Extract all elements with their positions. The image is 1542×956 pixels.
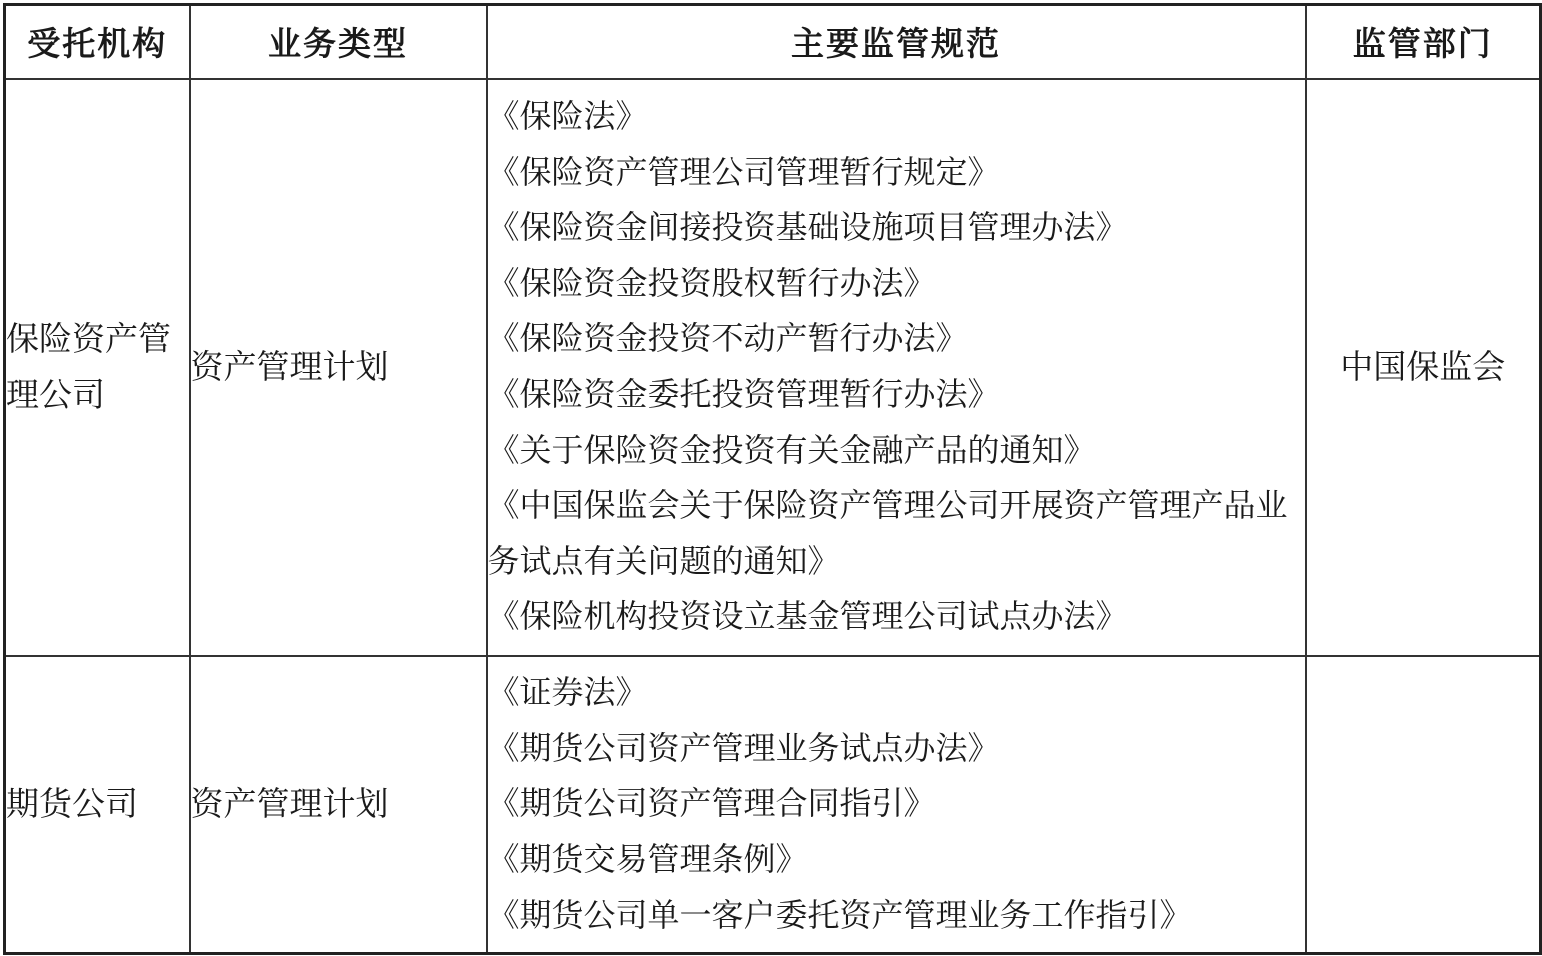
header-row bbox=[5, 5, 1541, 79]
regulation-item: 《期货公司资产管理合同指引》 bbox=[487, 784, 936, 823]
business-type-cell: 资产管理计划 bbox=[190, 79, 487, 656]
table-row bbox=[5, 656, 1541, 954]
regulator-cell: 中国保监会 bbox=[1306, 79, 1541, 656]
institution-cell: 保险资产管理公司 bbox=[5, 79, 190, 656]
regulation-item: 《保险资金投资股权暂行办法》 bbox=[487, 263, 936, 302]
regulation-item: 《期货交易管理条例》 bbox=[487, 840, 808, 879]
header-regulations: 主要监管规范 bbox=[487, 5, 1306, 79]
regulation-item: 《关于保险资金投资有关金融产品的通知》 bbox=[487, 430, 1096, 469]
regulation-item: 《保险机构投资设立基金管理公司试点办法》 bbox=[487, 597, 1128, 636]
regulation-item: 《保险资金间接投资基础设施项目管理办法》 bbox=[487, 208, 1128, 247]
regulation-item: 《保险法》 bbox=[487, 97, 648, 136]
regulation-table bbox=[3, 3, 1542, 955]
header-institution: 受托机构 bbox=[5, 5, 190, 79]
regulator-cell bbox=[1306, 656, 1541, 954]
regulation-item: 《保险资金委托投资管理暂行办法》 bbox=[487, 375, 1000, 413]
regulation-item: 《保险资金投资不动产暂行办法》 bbox=[487, 319, 968, 358]
header-regulator: 监管部门 bbox=[1306, 5, 1541, 79]
regulation-item: 《保险资产管理公司管理暂行规定》 bbox=[487, 152, 1000, 191]
regulations-cell bbox=[487, 656, 1306, 954]
business-type-cell: 资产管理计划 bbox=[190, 656, 487, 954]
institution-cell: 期货公司 bbox=[5, 656, 190, 954]
regulation-item: 《期货公司资产管理业务试点办法》 bbox=[487, 728, 1000, 767]
regulation-item: 《证券法》 bbox=[487, 673, 648, 712]
regulation-item: 《期货公司单一客户委托资产管理业务工作指引》 bbox=[487, 895, 1192, 934]
regulation-item: 《中国保监会关于保险资产管理公司开展资产管理产品业务试点有关问题的通知》 bbox=[487, 486, 1288, 580]
regulations-cell bbox=[487, 79, 1306, 656]
header-business-type: 业务类型 bbox=[190, 5, 487, 79]
table-row bbox=[5, 79, 1541, 656]
